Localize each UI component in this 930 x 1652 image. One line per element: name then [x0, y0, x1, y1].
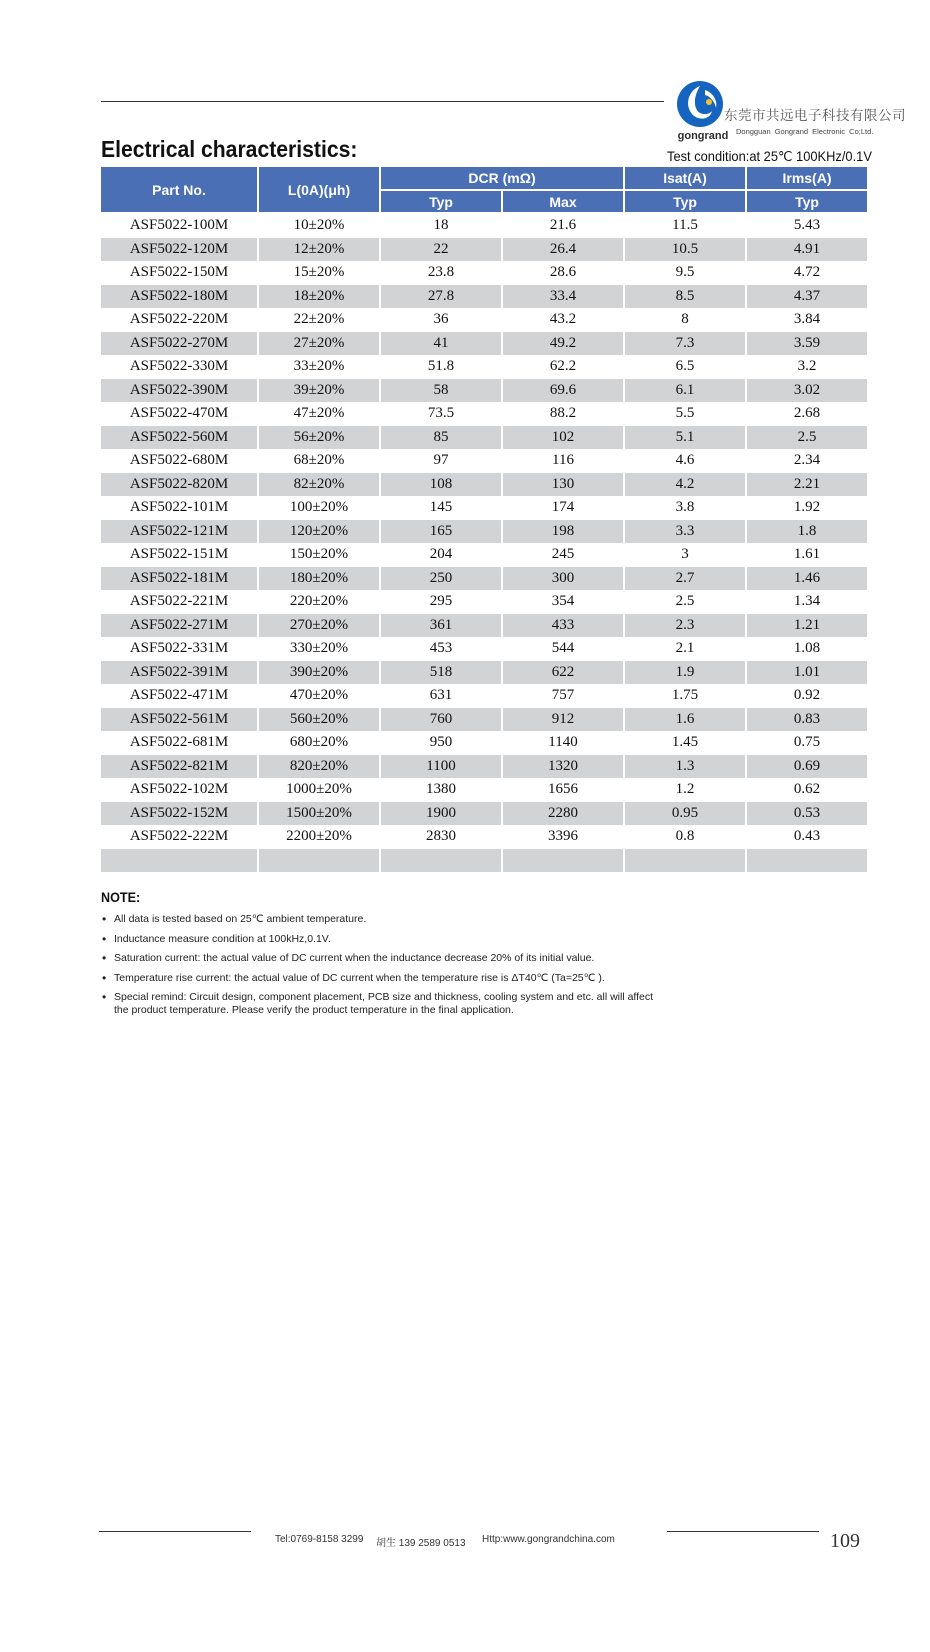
- cell-dcr-typ: 361: [381, 614, 501, 638]
- cell-irms-typ: 1.61: [793, 546, 821, 563]
- cell-irms-typ: 4.72: [793, 264, 821, 281]
- cell-part-no: ASF5022-391M: [101, 661, 257, 685]
- note-item: • Inductance measure condition at 100kHz,0.1V.: [101, 933, 661, 946]
- cell-part-no: ASF5022-120M: [101, 238, 257, 262]
- cell-dcr-typ: 22: [381, 238, 501, 262]
- cell-isat-typ: 1.45: [671, 734, 699, 751]
- table-row: [101, 520, 867, 544]
- cell-inductance: 33±20%: [293, 358, 345, 375]
- cell-dcr-max: 1656: [548, 781, 578, 798]
- cell-part-no: ASF5022-271M: [101, 614, 257, 638]
- cell-part-no: [101, 849, 257, 873]
- cell-irms-typ: 1.01: [747, 661, 867, 685]
- cell-isat-typ: 9.5: [675, 264, 695, 281]
- cell-dcr-typ: 453: [429, 640, 453, 657]
- cell-part-no: ASF5022-181M: [101, 567, 257, 591]
- cell-inductance: 390±20%: [259, 661, 379, 685]
- cell-isat-typ: 3.8: [675, 499, 695, 516]
- cell-dcr-typ: 1380: [426, 781, 456, 798]
- cell-inductance: 68±20%: [293, 452, 345, 469]
- header-isat: Isat(A): [625, 167, 745, 189]
- company-name-cn: 东莞市共远电子科技有限公司: [724, 108, 906, 124]
- note-list: [101, 913, 661, 1024]
- cell-irms-typ: 1.46: [747, 567, 867, 591]
- cell-isat-typ: 2.7: [625, 567, 745, 591]
- cell-irms-typ: [747, 849, 867, 873]
- logo-wordmark: gongrand: [677, 130, 729, 142]
- cell-dcr-max: 88.2: [549, 405, 577, 422]
- cell-isat-typ: 8.5: [625, 285, 745, 309]
- cell-dcr-typ: 165: [381, 520, 501, 544]
- cell-dcr-max: 354: [551, 593, 575, 610]
- cell-irms-typ: 1.92: [793, 499, 821, 516]
- cell-part-no: ASF5022-471M: [129, 687, 229, 704]
- table-row: [101, 661, 867, 685]
- table-row: [101, 543, 867, 567]
- cell-isat-typ: 1.9: [625, 661, 745, 685]
- cell-isat-typ: 0.8: [675, 828, 695, 845]
- cell-inductance: 680±20%: [289, 734, 349, 751]
- table-row: [101, 802, 867, 826]
- cell-part-no: ASF5022-561M: [101, 708, 257, 732]
- table-row: [101, 426, 867, 450]
- note-item: • Special remind: Circuit design, component placement, PCB size and thickness, cooling system and etc. all will affect the product temperature. Please verify the product temperature in the final application.: [101, 991, 661, 1017]
- table-body: [101, 212, 867, 872]
- cell-part-no: ASF5022-152M: [101, 802, 257, 826]
- cell-irms-typ: 3.2: [797, 358, 817, 375]
- cell-inductance: 220±20%: [289, 593, 349, 610]
- cell-inductance: 2200±20%: [286, 828, 352, 845]
- table-row: [101, 473, 867, 497]
- cell-inductance: 1500±20%: [259, 802, 379, 826]
- cell-irms-typ: 3.59: [747, 332, 867, 356]
- cell-irms-typ: 2.5: [747, 426, 867, 450]
- cell-part-no: ASF5022-150M: [129, 264, 229, 281]
- cell-part-no: ASF5022-821M: [101, 755, 257, 779]
- cell-dcr-max: 198: [503, 520, 623, 544]
- cell-inductance: 180±20%: [259, 567, 379, 591]
- footer-rule-left: [99, 1531, 251, 1532]
- footer-tel: Tel:0769-8158 3299: [275, 1534, 364, 1545]
- cell-isat-typ: 2.5: [675, 593, 695, 610]
- cell-irms-typ: 4.91: [747, 238, 867, 262]
- test-condition: Test condition:at 25℃ 100KHz/0.1V: [667, 148, 872, 164]
- table-row: [101, 496, 867, 520]
- table-row: [101, 308, 867, 332]
- table-row: [101, 778, 867, 802]
- cell-dcr-max: 102: [503, 426, 623, 450]
- cell-inductance: 22±20%: [293, 311, 345, 328]
- cell-dcr-typ: 1900: [381, 802, 501, 826]
- cell-inductance: 27±20%: [259, 332, 379, 356]
- cell-dcr-max: 130: [503, 473, 623, 497]
- cell-dcr-typ: [381, 849, 501, 873]
- cell-dcr-typ: 145: [429, 499, 453, 516]
- cell-dcr-max: 116: [552, 452, 574, 469]
- table-row: [101, 614, 867, 638]
- cell-part-no: ASF5022-100M: [101, 212, 257, 238]
- cell-part-no: ASF5022-390M: [101, 379, 257, 403]
- cell-dcr-max: 912: [503, 708, 623, 732]
- cell-dcr-max: 33.4: [503, 285, 623, 309]
- table-row: [101, 285, 867, 309]
- footer-url: Http:www.gongrandchina.com: [482, 1534, 615, 1545]
- cell-part-no: ASF5022-220M: [129, 311, 229, 328]
- table-row: [101, 825, 867, 849]
- cell-part-no: ASF5022-270M: [101, 332, 257, 356]
- cell-inductance: 1000±20%: [286, 781, 352, 798]
- cell-irms-typ: 0.43: [793, 828, 821, 845]
- table-row: [101, 449, 867, 473]
- cell-part-no: ASF5022-221M: [129, 593, 229, 610]
- cell-isat-typ: 6.1: [625, 379, 745, 403]
- table-row: [101, 731, 867, 755]
- cell-irms-typ: 0.53: [747, 802, 867, 826]
- header-irms-typ: Typ: [747, 189, 867, 212]
- header-dcr: DCR (mΩ): [381, 167, 623, 189]
- cell-dcr-typ: 518: [381, 661, 501, 685]
- cell-dcr-typ: 760: [381, 708, 501, 732]
- cell-irms-typ: 2.34: [793, 452, 821, 469]
- cell-inductance: 10±20%: [259, 212, 379, 238]
- cell-dcr-max: [503, 849, 623, 873]
- cell-isat-typ: 4.2: [625, 473, 745, 497]
- page-number: 109: [830, 1530, 860, 1552]
- cell-dcr-typ: 97: [433, 452, 449, 469]
- cell-dcr-max: 245: [551, 546, 575, 563]
- cell-irms-typ: 0.62: [793, 781, 821, 798]
- table-row: [101, 637, 867, 661]
- table-row: [101, 379, 867, 403]
- footer-mobile: 胡生 139 2589 0513: [376, 1538, 466, 1549]
- cell-dcr-typ: 1100: [381, 755, 501, 779]
- cell-isat-typ: 2.1: [675, 640, 695, 657]
- cell-dcr-typ: 950: [429, 734, 453, 751]
- note-item: • Temperature rise current: the actual value of DC current when the temperature rise is ΔT40℃ (Ta=25℃ ).: [101, 972, 661, 985]
- cell-part-no: ASF5022-820M: [101, 473, 257, 497]
- cell-dcr-typ: 2830: [426, 828, 456, 845]
- cell-part-no: ASF5022-330M: [129, 358, 229, 375]
- cell-dcr-typ: 631: [429, 687, 453, 704]
- cell-dcr-typ: 18: [381, 212, 501, 238]
- note-item: • Saturation current: the actual value of DC current when the inductance decrease 20% of its initial value.: [101, 952, 661, 965]
- cell-isat-typ: 8: [681, 311, 689, 328]
- cell-dcr-typ: 250: [381, 567, 501, 591]
- cell-irms-typ: 0.75: [793, 734, 821, 751]
- cell-irms-typ: 2.21: [747, 473, 867, 497]
- header-dcr-typ: Typ: [381, 189, 501, 212]
- electrical-characteristics-table: [99, 167, 869, 872]
- cell-isat-typ: 1.75: [671, 687, 699, 704]
- cell-inductance: 150±20%: [289, 546, 349, 563]
- cell-dcr-typ: 27.8: [381, 285, 501, 309]
- cell-part-no: ASF5022-222M: [129, 828, 229, 845]
- cell-part-no: ASF5022-101M: [129, 499, 229, 516]
- company-name-en: Dongguan Gongrand Electronic Co;Ltd.: [736, 127, 874, 136]
- cell-dcr-typ: 85: [381, 426, 501, 450]
- cell-inductance: 39±20%: [259, 379, 379, 403]
- page-title: Electrical characteristics:: [101, 136, 358, 162]
- cell-dcr-max: 433: [503, 614, 623, 638]
- cell-dcr-typ: 204: [429, 546, 453, 563]
- table-row: [101, 212, 867, 238]
- cell-irms-typ: 1.08: [793, 640, 821, 657]
- cell-isat-typ: 1.2: [675, 781, 695, 798]
- cell-dcr-max: 2280: [503, 802, 623, 826]
- cell-dcr-max: 62.2: [549, 358, 577, 375]
- header-irms: Irms(A): [747, 167, 867, 189]
- cell-irms-typ: 5.43: [747, 212, 867, 238]
- cell-dcr-max: 300: [503, 567, 623, 591]
- cell-dcr-typ: 41: [381, 332, 501, 356]
- cell-part-no: ASF5022-180M: [101, 285, 257, 309]
- table-row: [101, 849, 867, 873]
- header-inductance: L(0A)(μh): [259, 167, 379, 212]
- cell-irms-typ: 1.34: [793, 593, 821, 610]
- cell-part-no: ASF5022-102M: [129, 781, 229, 798]
- cell-dcr-typ: 23.8: [427, 264, 455, 281]
- cell-inductance: 270±20%: [259, 614, 379, 638]
- cell-dcr-max: 757: [551, 687, 575, 704]
- cell-inductance: [259, 849, 379, 873]
- cell-isat-typ: 2.3: [625, 614, 745, 638]
- footer-rule-right: [667, 1531, 819, 1532]
- cell-part-no: ASF5022-151M: [129, 546, 229, 563]
- cell-irms-typ: 1.8: [747, 520, 867, 544]
- cell-dcr-max: 622: [503, 661, 623, 685]
- cell-dcr-max: 28.6: [549, 264, 577, 281]
- cell-irms-typ: 3.02: [747, 379, 867, 403]
- cell-part-no: ASF5022-680M: [129, 452, 229, 469]
- cell-dcr-typ: 51.8: [427, 358, 455, 375]
- cell-dcr-max: 544: [551, 640, 575, 657]
- cell-irms-typ: 0.83: [747, 708, 867, 732]
- cell-part-no: ASF5022-681M: [129, 734, 229, 751]
- cell-part-no: ASF5022-331M: [129, 640, 229, 657]
- cell-inductance: 120±20%: [259, 520, 379, 544]
- cell-inductance: 15±20%: [293, 264, 345, 281]
- cell-isat-typ: 5.5: [675, 405, 695, 422]
- cell-part-no: ASF5022-470M: [129, 405, 229, 422]
- cell-dcr-max: 174: [551, 499, 575, 516]
- cell-isat-typ: 1.3: [625, 755, 745, 779]
- table-row: [101, 684, 867, 708]
- note-item: • All data is tested based on 25℃ ambient temperature.: [101, 913, 661, 926]
- cell-part-no: ASF5022-560M: [101, 426, 257, 450]
- cell-dcr-typ: 58: [381, 379, 501, 403]
- cell-inductance: 470±20%: [289, 687, 349, 704]
- cell-dcr-typ: 295: [429, 593, 453, 610]
- cell-inductance: 820±20%: [259, 755, 379, 779]
- table-row: [101, 755, 867, 779]
- cell-inductance: 47±20%: [293, 405, 345, 422]
- cell-dcr-max: 69.6: [503, 379, 623, 403]
- cell-dcr-typ: 36: [433, 311, 449, 328]
- cell-dcr-max: 1140: [548, 734, 578, 751]
- cell-inductance: 330±20%: [289, 640, 349, 657]
- table-row: [101, 708, 867, 732]
- cell-isat-typ: 11.5: [625, 212, 745, 238]
- header-rule: [101, 101, 664, 102]
- note-title: NOTE:: [101, 889, 141, 905]
- table-row: [101, 332, 867, 356]
- cell-dcr-max: 21.6: [503, 212, 623, 238]
- cell-dcr-max: 43.2: [549, 311, 577, 328]
- header-part-no: Part No.: [101, 167, 257, 212]
- cell-dcr-max: 3396: [548, 828, 578, 845]
- cell-isat-typ: [625, 849, 745, 873]
- cell-inductance: 18±20%: [259, 285, 379, 309]
- table-row: [101, 355, 867, 379]
- cell-isat-typ: 7.3: [625, 332, 745, 356]
- table-row: [101, 567, 867, 591]
- table-row: [101, 261, 867, 285]
- cell-inductance: 100±20%: [289, 499, 349, 516]
- cell-dcr-typ: 108: [381, 473, 501, 497]
- cell-irms-typ: 0.92: [793, 687, 821, 704]
- cell-irms-typ: 3.84: [793, 311, 821, 328]
- cell-part-no: ASF5022-121M: [101, 520, 257, 544]
- table-row: [101, 402, 867, 426]
- cell-dcr-typ: 73.5: [427, 405, 455, 422]
- cell-irms-typ: 2.68: [793, 405, 821, 422]
- cell-isat-typ: 3: [681, 546, 689, 563]
- cell-inductance: 56±20%: [259, 426, 379, 450]
- cell-inductance: 560±20%: [259, 708, 379, 732]
- cell-irms-typ: 4.37: [747, 285, 867, 309]
- cell-isat-typ: 3.3: [625, 520, 745, 544]
- cell-dcr-max: 1320: [503, 755, 623, 779]
- cell-isat-typ: 0.95: [625, 802, 745, 826]
- table-row: [101, 590, 867, 614]
- cell-inductance: 12±20%: [259, 238, 379, 262]
- cell-isat-typ: 6.5: [675, 358, 695, 375]
- cell-irms-typ: 1.21: [747, 614, 867, 638]
- cell-isat-typ: 5.1: [625, 426, 745, 450]
- cell-isat-typ: 4.6: [675, 452, 695, 469]
- cell-isat-typ: 10.5: [625, 238, 745, 262]
- cell-dcr-max: 49.2: [503, 332, 623, 356]
- cell-irms-typ: 0.69: [747, 755, 867, 779]
- cell-isat-typ: 1.6: [625, 708, 745, 732]
- table-row: [101, 238, 867, 262]
- cell-inductance: 82±20%: [259, 473, 379, 497]
- cell-dcr-max: 26.4: [503, 238, 623, 262]
- header-dcr-max: Max: [503, 189, 623, 212]
- header-isat-typ: Typ: [625, 189, 745, 212]
